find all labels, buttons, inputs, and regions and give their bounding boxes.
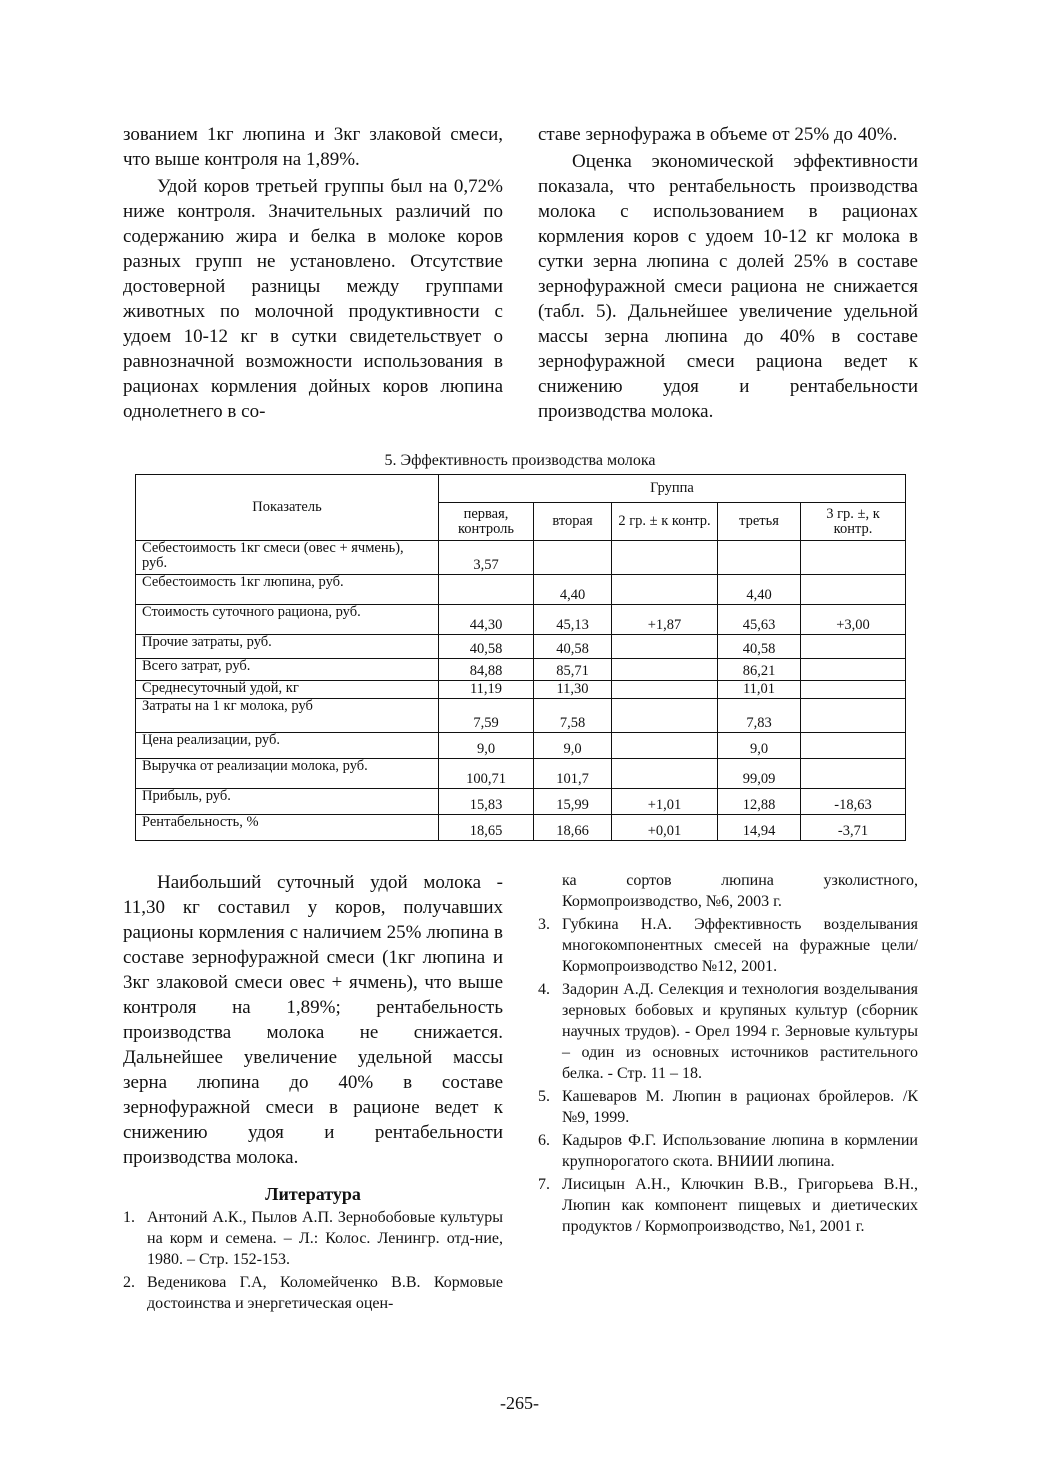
table-row	[136, 681, 906, 699]
paragraph: Удой коров третьей группы был на 0,72% ниже контроля. Значительных различий по содержанию жира и белка в молоке коров разных групп не установлено. Отсутствие достоверной разницы между группами животных по молочной продуктивности с удоем 10-12 кг в сутки свидетельствует о равнозначной возможности использования в рационах кормления дойных коров люпина однолетнего в со-	[123, 176, 503, 422]
reference-item-continued: ка сортов люпина узколистного, Кормопроизводство, №6, 2003 г.	[562, 872, 918, 910]
table-row	[136, 815, 906, 841]
reference-item: 6. Кадыров Ф.Г. Использование люпина в кормлении крупнорогатого скота. ВНИИИ люпина.	[538, 1132, 918, 1170]
row-label: Рентабельность, %	[136, 815, 439, 841]
table-cell: 15,99	[534, 789, 612, 815]
table-cell: 4,40	[718, 575, 801, 605]
table-cell: 12,88	[718, 789, 801, 815]
table-cell: 45,63	[718, 605, 801, 635]
row-label: Цена реализации, руб.	[136, 733, 439, 759]
table-cell: 86,21	[718, 659, 801, 681]
table-cell	[612, 635, 718, 659]
header-col-2: вторая	[534, 503, 612, 541]
table-cell: 44,30	[439, 605, 534, 635]
table-cell	[801, 733, 906, 759]
reference-item: 4. Задорин А.Д. Селекция и технология возделывания зерновых бобовых и крупяных культур (сборник научных трудов). - Орел 1994 г. Зерновые культуры – один из основных источников растительного белка. - Стр. 11 – 18.	[538, 981, 918, 1082]
table-caption: 5. Эффективность производства молока	[384, 452, 656, 469]
table-cell	[612, 575, 718, 605]
table-cell: 85,71	[534, 659, 612, 681]
table-cell	[801, 759, 906, 789]
table-cell: 101,7	[534, 759, 612, 789]
table-cell	[534, 541, 612, 575]
reference-item: 1. Антоний А.К., Пылов А.П. Зернобобовые культуры на корм и семена. – Л.: Колос. Ленингр. отд-ние, 1980. – Стр. 152-153.	[123, 1209, 503, 1268]
table-cell	[612, 733, 718, 759]
table-cell: 14,94	[718, 815, 801, 841]
table-cell	[801, 659, 906, 681]
efficiency-table	[135, 474, 906, 841]
table-row	[136, 659, 906, 681]
paragraph: зованием 1кг люпина и 3кг злаковой смеси, что выше контроля на 1,89%.	[123, 124, 503, 170]
table-cell: +1,87	[612, 605, 718, 635]
header-col-3: 2 гр. ± к контр.	[612, 503, 718, 541]
table-cell: -3,71	[801, 815, 906, 841]
text-column-bottom-right	[538, 870, 918, 1239]
table-cell: 11,01	[718, 681, 801, 699]
table-cell	[612, 659, 718, 681]
table-row	[136, 541, 906, 575]
table-cell: 100,71	[439, 759, 534, 789]
table-row	[136, 635, 906, 659]
row-label: Стоимость суточного рациона, руб.	[136, 605, 439, 635]
table-cell: +0,01	[612, 815, 718, 841]
table-cell: 11,30	[534, 681, 612, 699]
row-label: Всего затрат, руб.	[136, 659, 439, 681]
header-col-1: первая, контроль	[439, 503, 534, 541]
paragraph: Оценка экономической эффективности показала, что рентабельность производства молока с использованием в рационах кормления коров с удоем 10-12 кг молока в сутки зерна люпина с долей 25% в составе зернофуражной смеси рациона не снижается (табл. 5). Дальнейшее увеличение удельной массы зерна люпина до 40% в составе зернофуражной смеси рациона ведет к снижению удоя и рентабельности производства молока.	[538, 151, 918, 422]
page-number: -265-	[500, 1393, 539, 1413]
table-cell: 9,0	[718, 733, 801, 759]
table-cell: 40,58	[534, 635, 612, 659]
table-cell: -18,63	[801, 789, 906, 815]
table-body	[136, 541, 906, 841]
row-label: Затраты на 1 кг молока, руб	[136, 699, 439, 733]
table-cell: 7,58	[534, 699, 612, 733]
table-cell	[801, 681, 906, 699]
table-row	[136, 759, 906, 789]
row-label: Прочие затраты, руб.	[136, 635, 439, 659]
reference-item: 5. Кашеваров М. Люпин в рационах бройлеров. /К №9, 1999.	[538, 1088, 918, 1126]
table-row	[136, 733, 906, 759]
table-cell: 15,83	[439, 789, 534, 815]
table-cell	[612, 681, 718, 699]
table-cell	[801, 635, 906, 659]
row-label: Выручка от реализации молока, руб.	[136, 759, 439, 789]
table-cell: 11,19	[439, 681, 534, 699]
table-cell	[612, 759, 718, 789]
reference-item: 2. Веденикова Г.А, Коломейченко В.В. Кормовые достоинства и энергетическая оцен-	[123, 1274, 503, 1312]
literature-heading: Литература	[265, 1184, 361, 1204]
table-cell	[612, 541, 718, 575]
table-cell: 18,66	[534, 815, 612, 841]
text-column-top-left	[123, 122, 503, 424]
table-cell	[439, 575, 534, 605]
paragraph: Наибольший суточный удой молока - 11,30 кг составил у коров, получавших рационы кормления с наличием 25% люпина в составе зернофуражной смеси (1кг люпина и 3кг злаковой смеси овес + ячмень), что выше контроля на 1,89%; рентабельность производства молока не снижается. Дальнейшее увеличение удельной массы зерна люпина до 40% в составе зернофуражной смеси в рационе ведет к снижению удоя и рентабельности производства молока.	[123, 872, 503, 1168]
text-column-bottom-left	[123, 870, 503, 1316]
table-cell: 45,13	[534, 605, 612, 635]
table-cell	[801, 699, 906, 733]
table-row	[136, 605, 906, 635]
data-table-wrapper	[135, 474, 906, 841]
table-cell: 4,40	[534, 575, 612, 605]
reference-item: 7. Лисицын А.Н., Ключкин В.В., Григорьева В.Н., Люпин как компонент пищевых и диетических продуктов / Кормопроизводство, №1, 2001 г.	[538, 1176, 918, 1235]
table-row	[136, 789, 906, 815]
table-row	[136, 575, 906, 605]
header-indicator: Показатель	[136, 475, 439, 541]
table-cell	[801, 575, 906, 605]
table-cell: 3,57	[439, 541, 534, 575]
row-label: Прибыль, руб.	[136, 789, 439, 815]
text-column-top-right	[538, 122, 918, 424]
reference-item: 3. Губкина Н.А. Эффективность возделывания многокомпонентных смесей на фуражные цели/ Кормопроизводство №12, 2001.	[538, 916, 918, 975]
table-cell: 9,0	[439, 733, 534, 759]
table-row	[136, 699, 906, 733]
table-cell: +1,01	[612, 789, 718, 815]
table-cell: +3,00	[801, 605, 906, 635]
header-col-5: 3 гр. ±, к контр.	[801, 503, 906, 541]
row-label: Среднесуточный удой, кг	[136, 681, 439, 699]
table-cell	[718, 541, 801, 575]
table-cell: 7,59	[439, 699, 534, 733]
table-cell: 7,83	[718, 699, 801, 733]
table-cell: 40,58	[718, 635, 801, 659]
table-cell: 84,88	[439, 659, 534, 681]
table-cell: 9,0	[534, 733, 612, 759]
row-label: Себестоимость 1кг смеси (овес + ячмень), руб.	[136, 541, 439, 575]
table-cell	[801, 541, 906, 575]
table-cell	[612, 699, 718, 733]
paragraph: ставе зернофуража в объеме от 25% до 40%.	[538, 124, 898, 145]
table-cell: 40,58	[439, 635, 534, 659]
row-label: Себестоимость 1кг люпина, руб.	[136, 575, 439, 605]
table-cell: 18,65	[439, 815, 534, 841]
header-col-4: третья	[718, 503, 801, 541]
header-group: Группа	[439, 475, 906, 503]
table-cell: 99,09	[718, 759, 801, 789]
